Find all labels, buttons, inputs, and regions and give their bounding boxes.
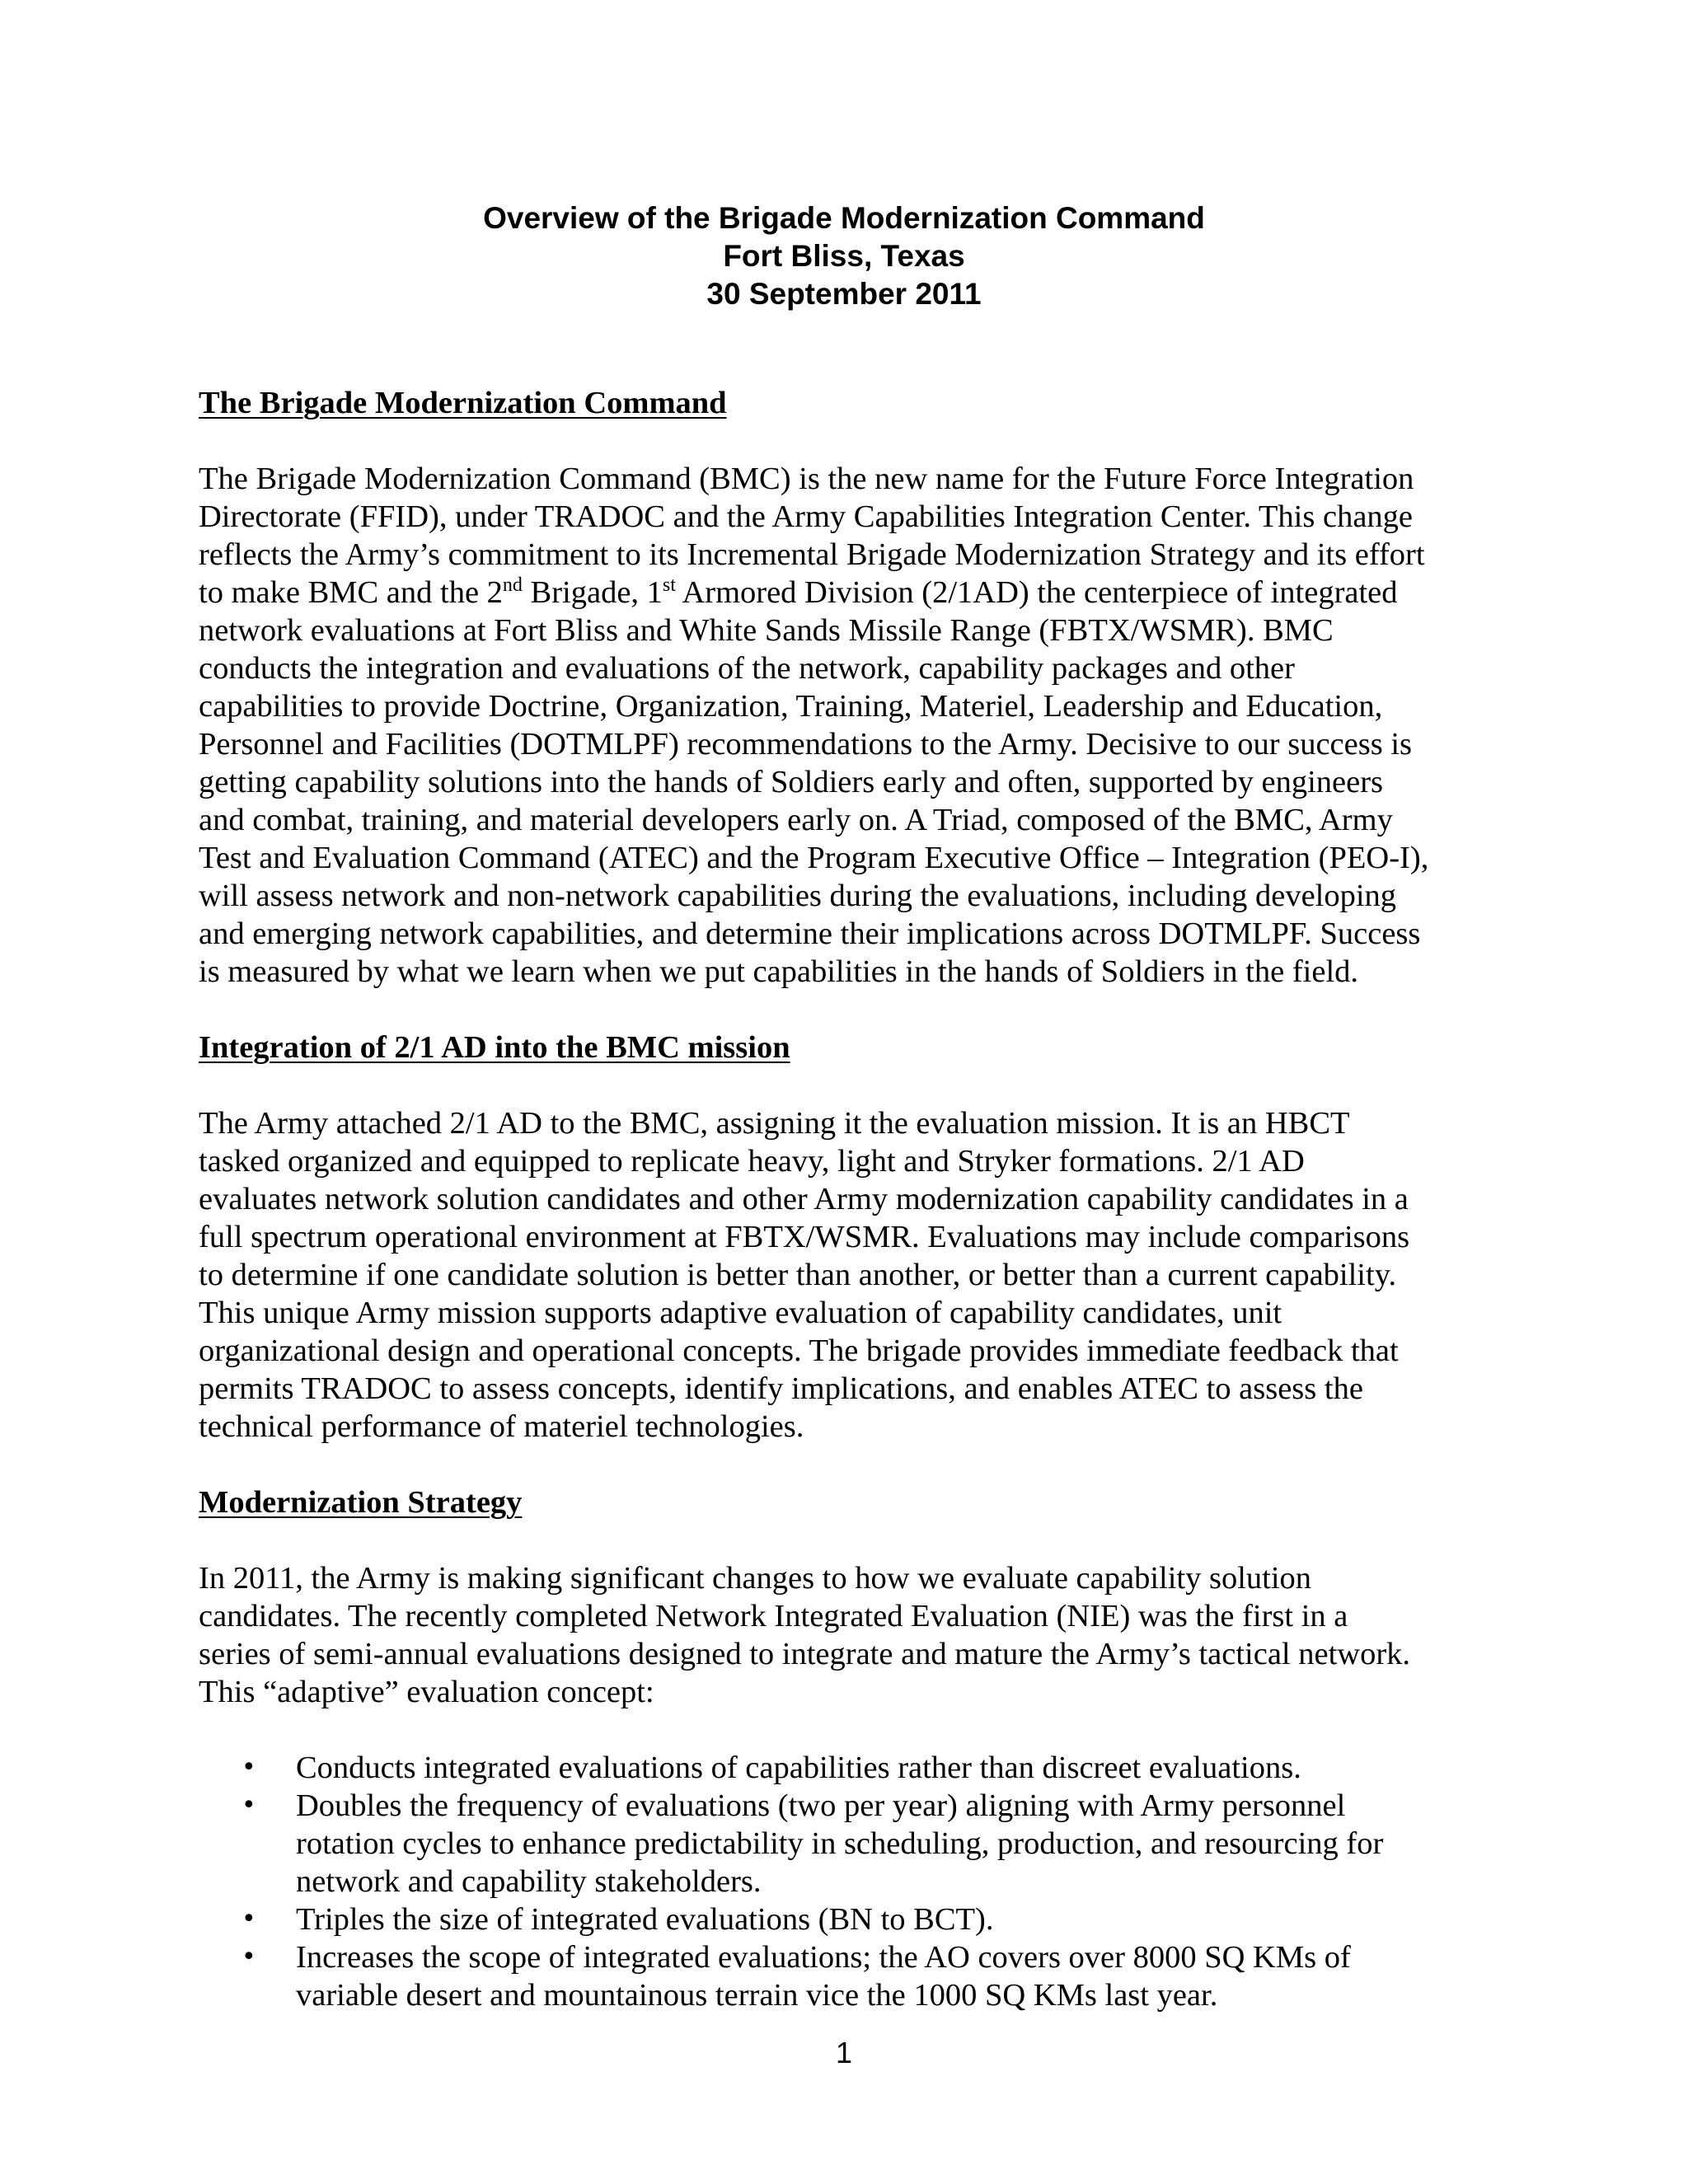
title-line: Overview of the Brigade Modernization Command: [483, 201, 1205, 235]
paragraph-line: permits TRADOC to assess concepts, identify implications, and enables ATEC to assess the: [199, 1371, 1363, 1406]
paragraph-line: to determine if one candidate solution is better than another, or better than a current capability.: [199, 1258, 1397, 1292]
paragraph-line: tasked organized and equipped to replicate heavy, light and Stryker formations. 2/1 AD: [199, 1144, 1305, 1179]
list-item: [199, 1749, 1501, 1787]
document-body: [199, 384, 1501, 2014]
document-title: [0, 199, 1688, 313]
section-paragraph-bmc: [199, 460, 1501, 991]
paragraph-line: evaluates network solution candidates and other Army modernization capability candidates in a: [199, 1182, 1409, 1216]
section-paragraph-modernization: [199, 1559, 1501, 1711]
ordinal-superscript: st: [662, 574, 676, 596]
paragraph-line: network evaluations at Fort Bliss and White Sands Missile Range (FBTX/WSMR). BMC: [199, 613, 1334, 648]
section-heading-bmc: The Brigade Modernization Command: [199, 386, 727, 420]
paragraph-line-with-superscripts: [199, 574, 1501, 612]
paragraph-line: and emerging network capabilities, and determine their implications across DOTMLPF. Success: [199, 916, 1421, 951]
text-run: Armored Division (2/1AD) the centerpiece of integrated: [675, 575, 1398, 610]
section-heading-integration: Integration of 2/1 AD into the BMC mission: [199, 1030, 790, 1065]
text-run: to make BMC and the 2: [199, 575, 503, 610]
section-heading-modernization: Modernization Strategy: [199, 1485, 523, 1520]
list-item: [199, 1938, 1501, 2014]
paragraph-line: organizational design and operational concepts. The brigade provides immediate feedback that: [199, 1333, 1399, 1368]
paragraph-line: Test and Evaluation Command (ATEC) and the Program Executive Office – Integration (PEO-I),: [199, 841, 1429, 875]
paragraph-line: This unique Army mission supports adaptive evaluation of capability candidates, unit: [199, 1296, 1282, 1330]
paragraph-line: candidates. The recently completed Network Integrated Evaluation (NIE) was the first in a: [199, 1599, 1348, 1633]
page-number: 1: [835, 2036, 853, 2069]
bullet-line: Conducts integrated evaluations of capabilities rather than discreet evaluations.: [296, 1750, 1301, 1785]
paragraph-line: The Brigade Modernization Command (BMC) is the new name for the Future Force Integration: [199, 462, 1414, 496]
paragraph-line: technical performance of materiel technologies.: [199, 1409, 804, 1444]
section-paragraph-integration: [199, 1104, 1501, 1446]
bullet-line: rotation cycles to enhance predictability in scheduling, production, and resourcing for: [296, 1826, 1384, 1861]
ordinal-superscript: nd: [502, 574, 523, 596]
bullet-line: Triples the size of integrated evaluations (BN to BCT).: [296, 1902, 994, 1937]
list-item: [199, 1900, 1501, 1938]
bullet-line: network and capability stakeholders.: [296, 1864, 762, 1899]
paragraph-line: is measured by what we learn when we put capabilities in the hands of Soldiers in the field.: [199, 954, 1359, 989]
paragraph-line: reflects the Army’s commitment to its Incremental Brigade Modernization Strategy and its effort: [199, 537, 1425, 572]
bullet-list: [199, 1749, 1501, 2014]
paragraph-line: and combat, training, and material developers early on. A Triad, composed of the BMC, Army: [199, 803, 1393, 837]
title-line: 30 September 2011: [706, 277, 982, 311]
paragraph-line: The Army attached 2/1 AD to the BMC, assigning it the evaluation mission. It is an HBCT: [199, 1106, 1350, 1141]
bullet-icon: •: [241, 1943, 256, 1971]
bullet-icon: •: [241, 1905, 256, 1933]
bullet-icon: •: [241, 1753, 256, 1782]
paragraph-line: Directorate (FFID), under TRADOC and the Army Capabilities Integration Center. This change: [199, 499, 1414, 534]
bullet-icon: •: [241, 1791, 256, 1820]
text-run: Brigade, 1: [522, 575, 663, 610]
bullet-line: Increases the scope of integrated evaluations; the AO covers over 8000 SQ KMs of: [296, 1940, 1351, 1975]
paragraph-line: full spectrum operational environment at FBTX/WSMR. Evaluations may include comparisons: [199, 1220, 1410, 1254]
paragraph-line: capabilities to provide Doctrine, Organization, Training, Materiel, Leadership and Education,: [199, 689, 1383, 724]
paragraph-line: This “adaptive” evaluation concept:: [199, 1675, 654, 1709]
paragraph-line: Personnel and Facilities (DOTMLPF) recommendations to the Army. Decisive to our success is: [199, 727, 1413, 762]
bullet-line: variable desert and mountainous terrain vice the 1000 SQ KMs last year.: [296, 1978, 1218, 2013]
bullet-line: Doubles the frequency of evaluations (two per year) aligning with Army personnel: [296, 1788, 1346, 1823]
paragraph-line: getting capability solutions into the hands of Soldiers early and often, supported by engineers: [199, 765, 1384, 799]
paragraph-line: series of semi-annual evaluations designed to integrate and mature the Army’s tactical network.: [199, 1637, 1411, 1671]
title-line: Fort Bliss, Texas: [723, 239, 965, 273]
paragraph-line: will assess network and non-network capabilities during the evaluations, including developing: [199, 879, 1397, 913]
paragraph-line: conducts the integration and evaluations of the network, capability packages and other: [199, 651, 1295, 686]
list-item: [199, 1787, 1501, 1900]
paragraph-line: In 2011, the Army is making significant changes to how we evaluate capability solution: [199, 1561, 1312, 1596]
